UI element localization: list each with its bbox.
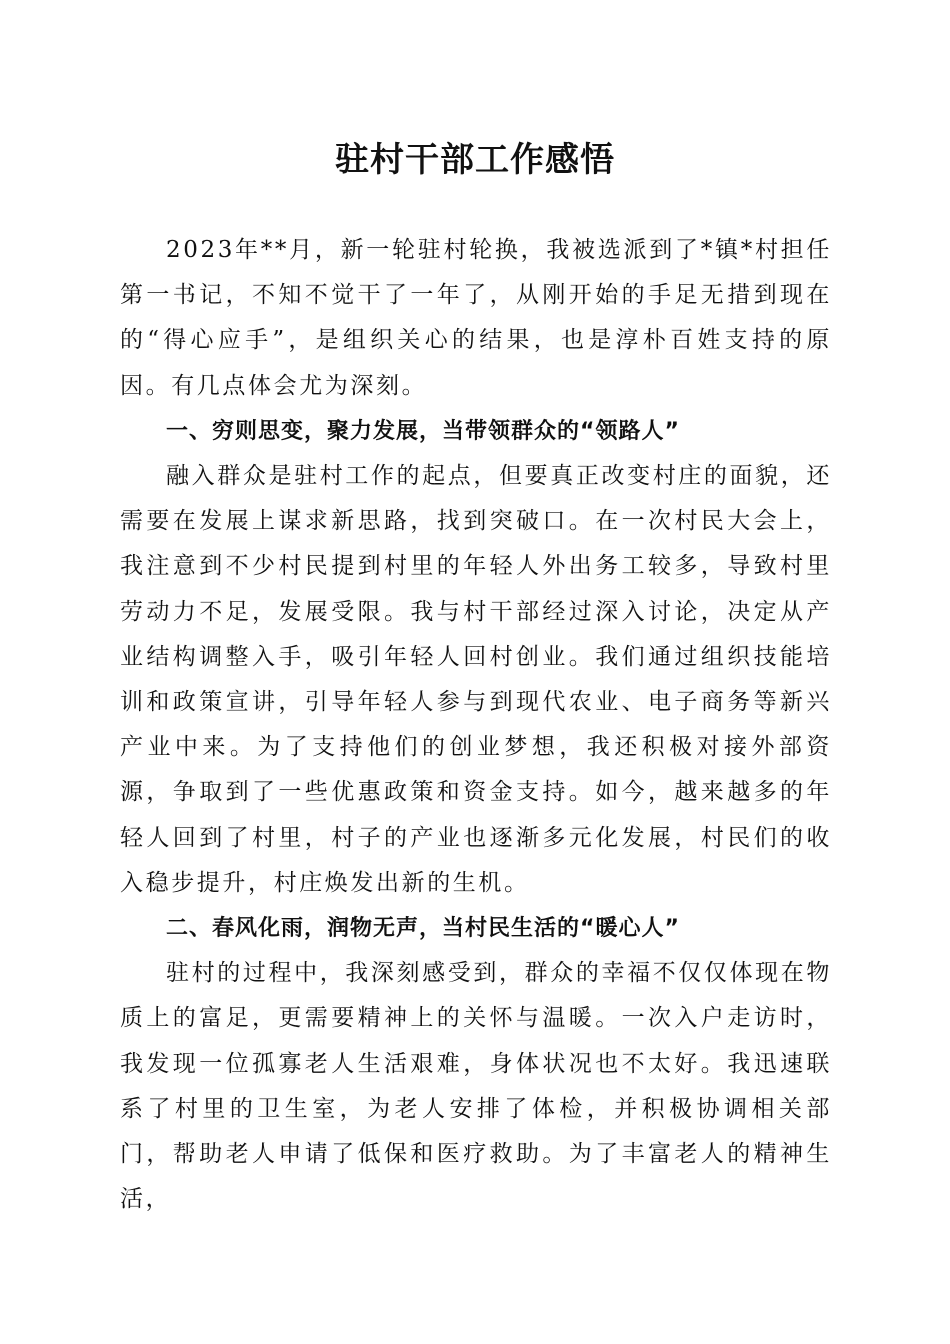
intro-paragraph: 2023年**月，新一轮驻村轮换，我被选派到了*镇*村担任第一书记，不知不觉干了一年了，从刚开始的手足无措到现在的“得心应手”，是组织关心的结果，也是淳朴百姓支持的原因。有几点体会尤为深刻。: [120, 237, 832, 399]
document-title: 驻村干部工作感悟: [335, 140, 615, 180]
section-2-heading: 二、春风化雨，润物无声，当村民生活的“暖心人”: [166, 916, 680, 942]
section-1-paragraph: 融入群众是驻村工作的起点，但要真正改变村庄的面貌，还需要在发展上谋求新思路，找到突破口。在一次村民大会上，我注意到不少村民提到村里的年轻人外出务工较多，导致村里劳动力不足，发展受限。我与村干部经过深入讨论，决定从产业结构调整入手，吸引年轻人回村创业。我们通过组织技能培训和政策宣讲，引导年轻人参与到现代农业、电子商务等新兴产业中来。为了支持他们的创业梦想，我还积极对接外部资源，争取到了一些优惠政策和资金支持。如今，越来越多的年轻人回到了村里，村子的产业也逐渐多元化发展，村民们的收入稳步提升，村庄焕发出新的生机。: [120, 463, 832, 896]
document-body: [120, 228, 832, 1222]
section-1-heading: 一、穷则思变，聚力发展，当带领群众的“领路人”: [166, 418, 680, 444]
section-2-paragraph: 驻村的过程中，我深刻感受到，群众的幸福不仅仅体现在物质上的富足，更需要精神上的关怀与温暖。一次入户走访时，我发现一位孤寡老人生活艰难，身体状况也不太好。我迅速联系了村里的卫生室，为老人安排了体检，并积极协调相关部门，帮助老人申请了低保和医疗救助。为了丰富老人的精神生活，: [120, 960, 832, 1213]
